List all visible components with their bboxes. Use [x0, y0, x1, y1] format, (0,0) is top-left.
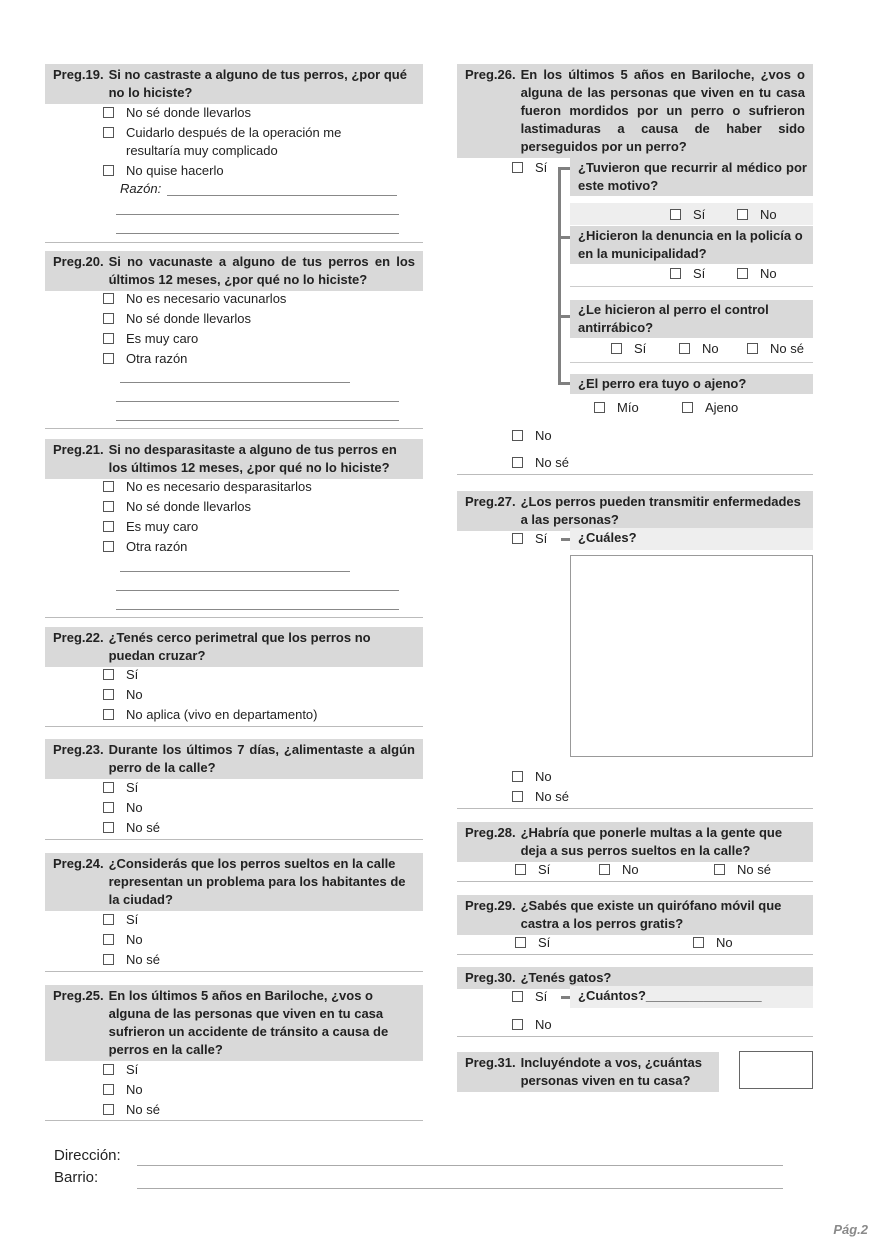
question-24 [45, 853, 423, 911]
question-27 [457, 491, 813, 531]
checkbox[interactable] [103, 127, 114, 138]
option-q21-no-necesario[interactable]: No es necesario desparasitarlos [103, 478, 312, 496]
checkbox[interactable] [693, 937, 704, 948]
checkbox[interactable] [714, 864, 725, 875]
divider [570, 362, 813, 363]
question-number: Preg.31. [465, 1055, 516, 1070]
checkbox[interactable] [737, 209, 748, 220]
checkbox[interactable] [103, 709, 114, 720]
option-q19-no-se-donde[interactable]: No sé donde llevarlos [103, 104, 251, 122]
checkbox[interactable] [512, 533, 523, 544]
reason-line[interactable] [120, 571, 350, 572]
checkbox[interactable] [515, 864, 526, 875]
divider [45, 428, 423, 429]
option-q30-no[interactable]: No [512, 1016, 552, 1034]
option-q26-sub3-no-se[interactable]: No sé [747, 340, 804, 358]
checkbox[interactable] [103, 934, 114, 945]
checkbox[interactable] [103, 1084, 114, 1095]
question-text: En los últimos 5 años en Bariloche, ¿vos o alguna de las personas que viven en tu casa sufrieron un accidente de tránsito a causa de perros en la calle? [108, 988, 389, 1057]
checkbox[interactable] [512, 162, 523, 173]
q27-which-label: ¿Cuáles? [578, 530, 637, 545]
checkbox[interactable] [103, 353, 114, 364]
question-number: Preg.25. [53, 988, 104, 1003]
checkbox[interactable] [737, 268, 748, 279]
option-q20-no-necesario[interactable]: No es necesario vacunarlos [103, 290, 286, 308]
option-q21-no-se-donde[interactable]: No sé donde llevarlos [103, 498, 251, 516]
divider [45, 726, 423, 727]
option-q27-no-se[interactable]: No sé [512, 788, 569, 806]
option-q25-si[interactable]: Sí [103, 1061, 138, 1079]
question-28 [457, 822, 813, 862]
option-q24-si[interactable]: Sí [103, 911, 138, 929]
question-number: Preg.23. [53, 742, 104, 757]
question-number: Preg.30. [465, 970, 516, 985]
checkbox[interactable] [103, 481, 114, 492]
divider [45, 617, 423, 618]
option-q26-sub3-si[interactable]: Sí [611, 340, 646, 358]
checkbox[interactable] [103, 1064, 114, 1075]
question-number: Preg.24. [53, 856, 104, 871]
question-text: ¿Los perros pueden transmitir enfermedades a las personas? [520, 494, 801, 527]
option-q20-caro[interactable]: Es muy caro [103, 330, 198, 348]
q26-sub3-question: ¿Le hicieron al perro el control antirrábico? [570, 300, 813, 338]
reason-line[interactable] [116, 609, 399, 610]
question-number: Preg.28. [465, 825, 516, 840]
checkbox[interactable] [670, 268, 681, 279]
option-q19-no-quise[interactable]: No quise hacerlo [103, 162, 224, 180]
checkbox[interactable] [103, 954, 114, 965]
divider [457, 474, 813, 475]
question-21 [45, 439, 423, 479]
reason-line[interactable] [116, 401, 399, 402]
option-q26-sub4-ajeno[interactable]: Ajeno [682, 399, 738, 417]
barrio-label: Barrio: [54, 1169, 99, 1186]
option-q22-no[interactable]: No [103, 686, 143, 704]
checkbox[interactable] [515, 937, 526, 948]
option-q26-sub2-si[interactable]: Sí [670, 265, 705, 283]
option-q23-no[interactable]: No [103, 799, 143, 817]
checkbox[interactable] [679, 343, 690, 354]
checkbox[interactable] [747, 343, 758, 354]
page-number: Pág.2 [833, 1222, 868, 1237]
question-24-header [45, 853, 423, 911]
question-text: Durante los últimos 7 días, ¿alimentaste a algún perro de la calle? [108, 742, 415, 775]
reason-line[interactable] [116, 233, 399, 234]
divider [45, 839, 423, 840]
divider [45, 242, 423, 243]
q26-sub1-question: ¿Tuvieron que recurrir al médico por este motivo? [570, 158, 813, 196]
question-text: ¿Tenés cerco perimetral que los perros no puedan cruzar? [108, 630, 371, 663]
question-22-header [45, 627, 423, 667]
option-q23-si[interactable]: Sí [103, 779, 138, 797]
question-21-header [45, 439, 423, 479]
checkbox[interactable] [670, 209, 681, 220]
option-q26-sub2-no[interactable]: No [737, 265, 777, 283]
question-text: Si no castraste a alguno de tus perros, ¿por qué no lo hiciste? [108, 67, 407, 100]
option-q24-no[interactable]: No [103, 931, 143, 949]
checkbox[interactable] [103, 914, 114, 925]
divider [457, 1036, 813, 1037]
divider [457, 881, 813, 882]
barrio-line[interactable] [137, 1188, 783, 1189]
checkbox[interactable] [682, 402, 693, 413]
question-23 [45, 739, 423, 779]
question-31-header [457, 1052, 719, 1092]
reason-line[interactable] [167, 195, 397, 196]
option-q20-no-se-donde[interactable]: No sé donde llevarlos [103, 310, 251, 328]
question-19-header [45, 64, 423, 104]
which-diseases-textarea[interactable] [570, 555, 813, 757]
option-q22-si[interactable]: Sí [103, 666, 138, 684]
checkbox[interactable] [103, 541, 114, 552]
checkbox[interactable] [103, 107, 114, 118]
option-q24-no-se[interactable]: No sé [103, 951, 160, 969]
checkbox[interactable] [512, 791, 523, 802]
question-text: ¿Habría que ponerle multas a la gente que deja a sus perros sueltos en la calle? [520, 825, 783, 858]
reason-line[interactable] [120, 382, 350, 383]
question-20-header [45, 251, 423, 291]
checkbox[interactable] [103, 1104, 114, 1115]
option-q26-no[interactable]: No [512, 427, 552, 445]
option-q23-no-se[interactable]: No sé [103, 819, 160, 837]
household-count-input[interactable] [739, 1051, 813, 1089]
question-number: Preg.22. [53, 630, 104, 645]
option-q21-caro[interactable]: Es muy caro [103, 518, 198, 536]
reason-line[interactable] [116, 590, 399, 591]
divider [45, 1120, 423, 1121]
question-text: Incluyéndote a vos, ¿cuántas personas viven en tu casa? [520, 1055, 702, 1088]
question-text: ¿Considerás que los perros sueltos en la calle representan un problema para los habitantes de la ciudad? [108, 856, 406, 907]
question-number: Preg.21. [53, 442, 104, 457]
q26-sub4-question: ¿El perro era tuyo o ajeno? [570, 374, 813, 394]
question-number: Preg.26. [465, 67, 516, 82]
question-26 [457, 64, 813, 158]
checkbox[interactable] [611, 343, 622, 354]
question-25-header [45, 985, 423, 1061]
checkbox[interactable] [103, 802, 114, 813]
question-22 [45, 627, 423, 667]
checkbox[interactable] [512, 1019, 523, 1030]
checkbox[interactable] [103, 689, 114, 700]
option-q26-no-se[interactable]: No sé [512, 454, 569, 472]
question-text: ¿Tenés gatos? [520, 970, 612, 985]
checkbox[interactable] [512, 771, 523, 782]
address-line[interactable] [137, 1165, 783, 1166]
checkbox[interactable] [103, 521, 114, 532]
option-q27-si[interactable]: Sí [512, 530, 547, 548]
option-q28-no[interactable]: No [599, 861, 639, 879]
question-number: Preg.20. [53, 254, 104, 269]
checkbox[interactable] [103, 165, 114, 176]
checkbox[interactable] [103, 293, 114, 304]
question-text: Si no vacunaste a alguno de tus perros en los últimos 12 meses, ¿por qué no lo hiciste? [108, 254, 415, 287]
checkbox[interactable] [599, 864, 610, 875]
option-q27-no[interactable]: No [512, 768, 552, 786]
checkbox[interactable] [512, 457, 523, 468]
option-q26-sub1-si[interactable]: Sí [670, 206, 705, 224]
divider [457, 954, 813, 955]
question-27-header [457, 491, 813, 531]
checkbox[interactable] [594, 402, 605, 413]
reason-label: Razón: [120, 181, 162, 196]
option-q29-si[interactable]: Sí [515, 934, 550, 952]
checkbox[interactable] [103, 501, 114, 512]
question-29-header [457, 895, 813, 935]
question-number: Preg.29. [465, 898, 516, 913]
question-number: Preg.19. [53, 67, 104, 82]
option-q25-no-se[interactable]: No sé [103, 1101, 160, 1119]
question-text: Si no desparasitaste a alguno de tus perros en los últimos 12 meses, ¿por qué no lo hiciste? [108, 442, 397, 475]
divider [45, 971, 423, 972]
question-25 [45, 985, 423, 1061]
option-q26-sub4-mio[interactable]: Mío [594, 399, 639, 417]
checkbox[interactable] [103, 669, 114, 680]
question-26-header [457, 64, 813, 158]
question-28-header [457, 822, 813, 862]
divider [570, 286, 813, 287]
option-q22-no-aplica[interactable]: No aplica (vivo en departamento) [103, 706, 318, 724]
option-q30-si[interactable]: Sí [512, 988, 547, 1006]
option-q21-otra[interactable]: Otra razón [103, 538, 187, 556]
question-text: ¿Sabés que existe un quirófano móvil que castra a los perros gratis? [520, 898, 782, 931]
divider [457, 808, 813, 809]
option-q26-sub1-no[interactable]: No [737, 206, 777, 224]
q30-howmany-field[interactable]: ¿Cuántos?________________ [578, 988, 762, 1003]
checkbox[interactable] [512, 991, 523, 1002]
option-q26-si[interactable]: Sí [512, 159, 547, 177]
option-q25-no[interactable]: No [103, 1081, 143, 1099]
branch-connector [558, 167, 561, 384]
option-q20-otra[interactable]: Otra razón [103, 350, 187, 368]
question-31 [457, 1052, 719, 1092]
option-q29-no[interactable]: No [693, 934, 733, 952]
reason-line[interactable] [116, 214, 399, 215]
question-20 [45, 251, 423, 291]
checkbox[interactable] [103, 782, 114, 793]
question-text: En los últimos 5 años en Bariloche, ¿vos o alguna de las personas que viven en tu casa fueron mordidos por un perro o sufrieron lastimaduras a causa de haber sido perseguidos por un perro? [520, 67, 805, 154]
option-q28-no-se[interactable]: No sé [714, 861, 771, 879]
question-19 [45, 64, 423, 104]
checkbox[interactable] [103, 313, 114, 324]
question-23-header [45, 739, 423, 779]
checkbox[interactable] [103, 333, 114, 344]
reason-line[interactable] [116, 420, 399, 421]
question-29 [457, 895, 813, 935]
checkbox[interactable] [512, 430, 523, 441]
option-q28-si[interactable]: Sí [515, 861, 550, 879]
checkbox[interactable] [103, 822, 114, 833]
question-number: Preg.27. [465, 494, 516, 509]
option-q19-cuidarlo[interactable]: Cuidarlo después de la operación me resultaría muy complicado [103, 124, 383, 160]
q26-sub2-question: ¿Hicieron la denuncia en la policía o en la municipalidad? [570, 226, 813, 264]
option-q26-sub3-no[interactable]: No [679, 340, 719, 358]
address-label: Dirección: [54, 1147, 121, 1164]
